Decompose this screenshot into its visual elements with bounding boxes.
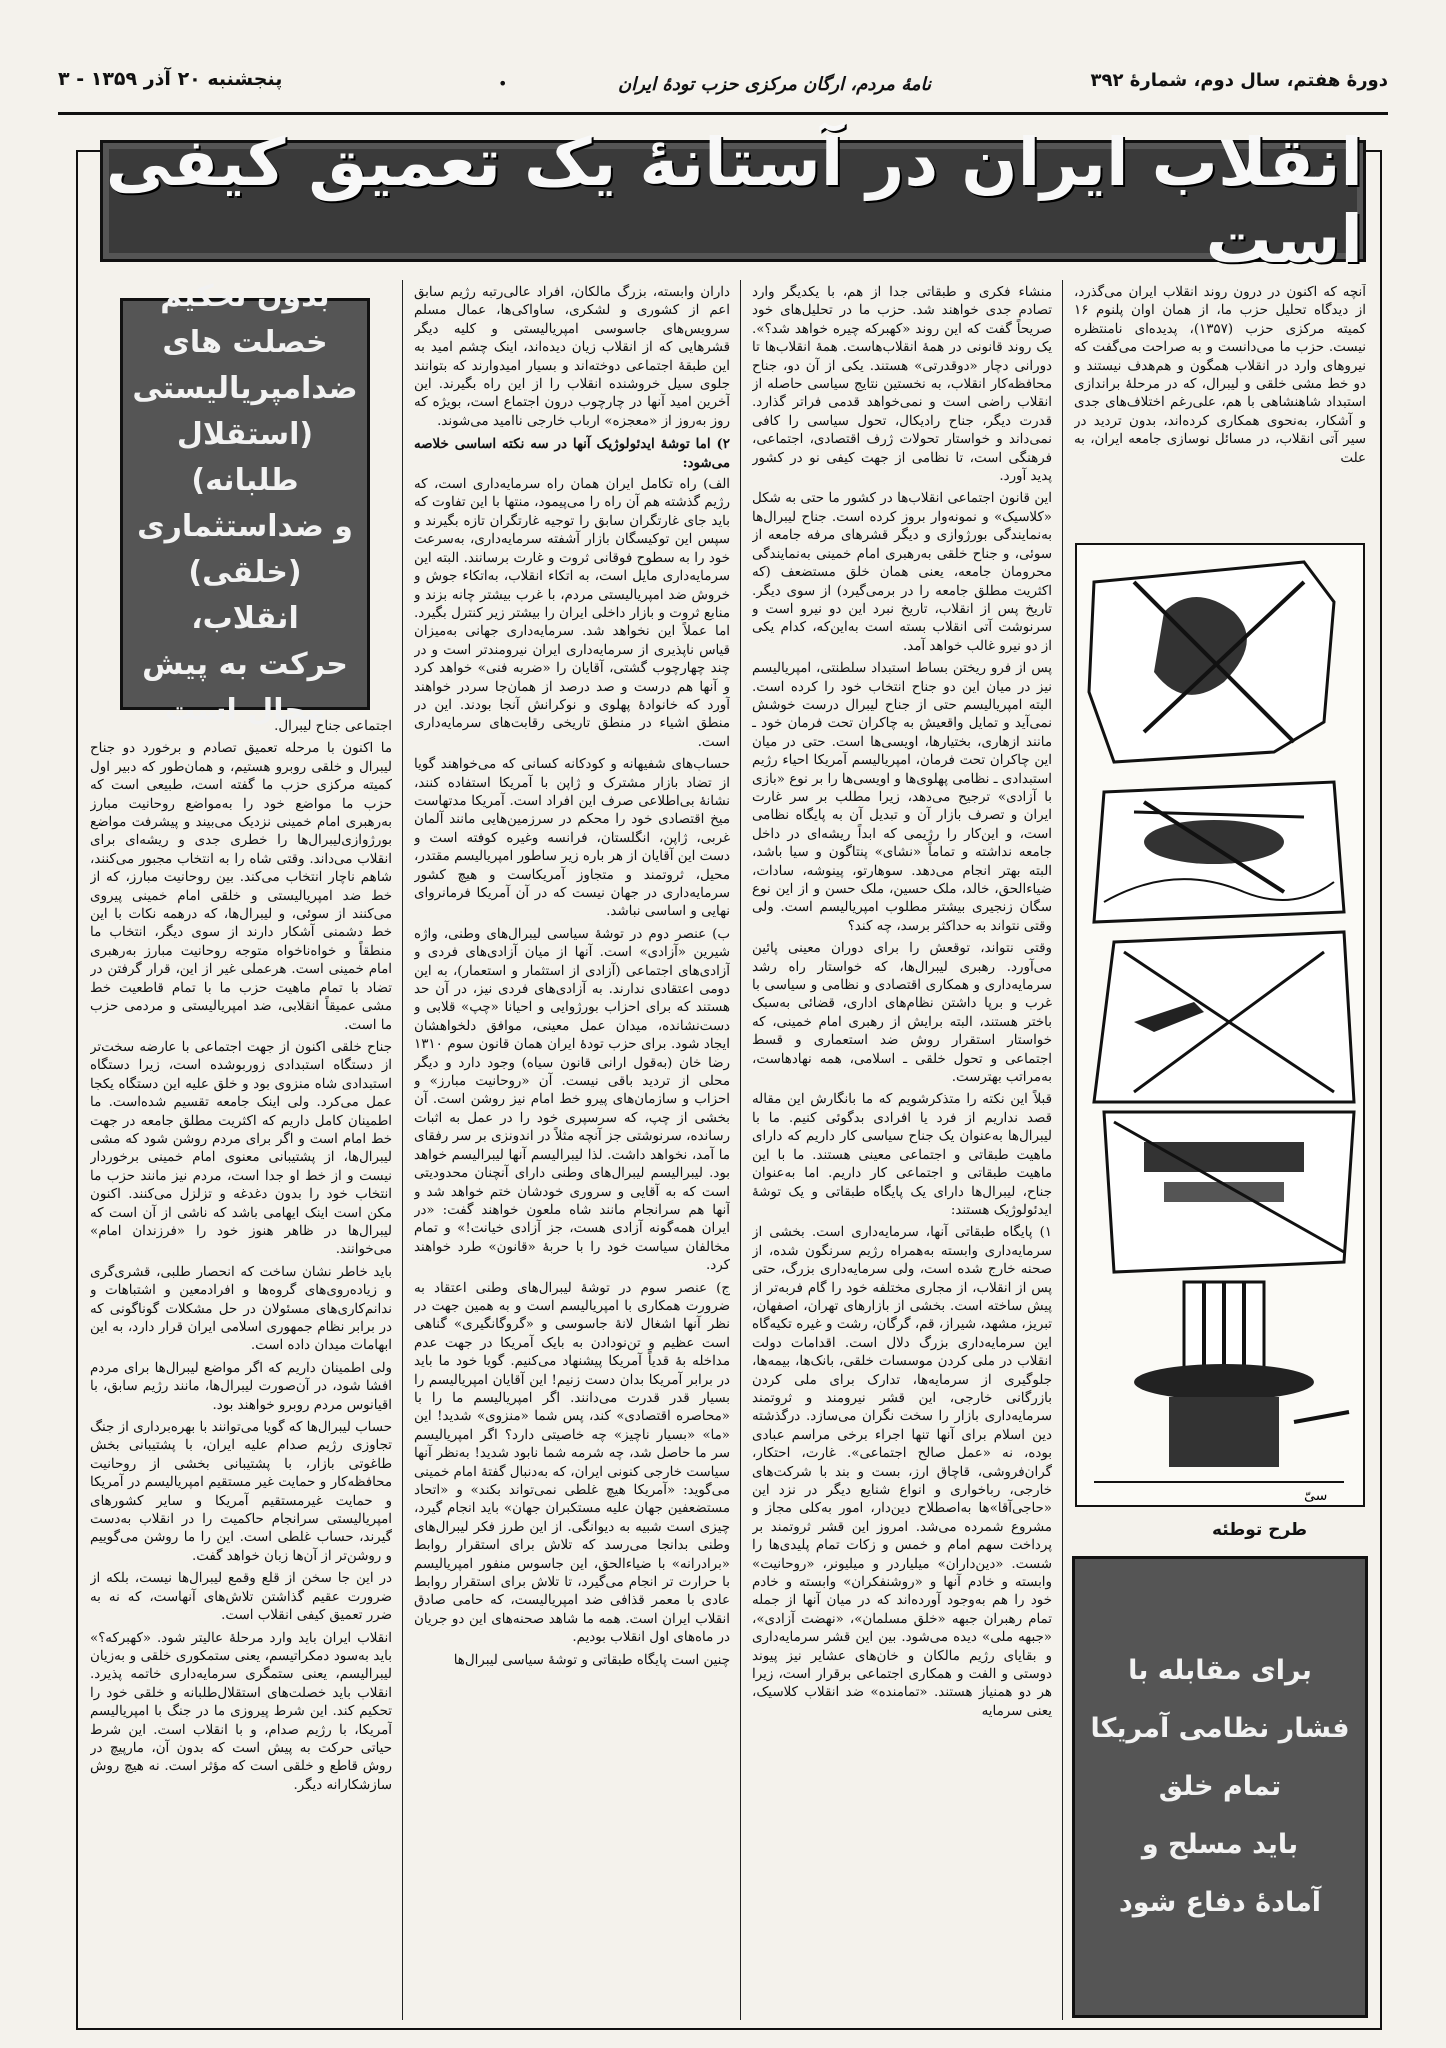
paragraph: آنچه که اکنون در درون روند انقلاب ایران می‌گذرد، از دیدگاه تحلیل حزب ما، از همان اوان پلنوم ۱۶ کمیته مرکزی حزب (۱۳۵۷)، پدیده‌ای نامنتظره نیست. حزب ما می‌دانست و به صراحت می‌گفت که نیروهای وارد در انقلاب همگون و هم‌هدف نیستند و دو خط مشی خلقی و لیبرال، که در مرحلهٔ براندازی استبداد شاهنشاهی با هم، علی‌رغم اختلاف‌های جدی و آشکار، به‌نحوی همکاری کرده‌اند، بدون تردید در سیر آتی انقلاب، در مسائل نوسازی جامعه ایران، به علت [1074,285,1366,466]
paragraph: چنین است پایگاه طبقاتی و توشهٔ سیاسی لیبرال‌ها [453,1652,730,1668]
highlight-box-bottom [1072,1556,1368,2018]
paragraph: حساب لیبرال‌ها که گویا می‌توانند با بهره‌برداری از جنگ تجاوزی رژیم صدام علیه ایران، با پشتیبانی بخش طاغوتی بازار، با پشتیبانی بخشی از روحانیت محافظه‌کار و حمایت غیر مستقیم امپریالیسم در آمریکا و حمایت غیرمستقیم آمریکا و سایر کشورهای امپریالیستی سرانجام حاکمیت را در انقلاب به‌دست گیرند، حساب غلطی است. این را ما روشن می‌گوییم و روشن‌تر از آن‌ها زبان خواهد گفت. [90,1420,392,1564]
cartoon-signature: سیّ [1304,1488,1328,1504]
paragraph: ۱) پایگاه طبقاتی آنها، سرمایه‌داری است. بخشی از سرمایه‌داری وابسته به‌همراه رژیم سرنگون شده، از صحنه خارج شده است، ولی سرمایه‌داری بزرگ، حتی پس از انقلاب، از مجاری مختلفه خود را گام فربه‌تر از پیش ساخته است. بخشی از بازارهای تهران، اصفهان، تبریز، مشهد، شیراز، قم، گرگان، رشت و غیره تکیه‌گاه این سرمایه‌داری بزرگ دلال است. اقدامات دولت انقلاب در ملی کردن موسسات خلقی، بانک‌ها، بیمه‌ها، جلوگیری از سرمایه‌ها، تدارک برای ملی کردن بازرگانی خارجی، این قشر نیرومند و ثروتمند سرمایه‌داری بازار را سخت نگران می‌سازد. درگذشته دین اسلام برای آنها تنها اجراء برخی مراسم عبادی بوده، نه «عمل صالح اجتماعی». غارت، احتکار، گران‌فروشی، قاچاق ارز، بست و بند با شرکت‌های خارجی، رباخواری و انواع شنایع دیگر در نزد این «حاجی‌آقا»ها به‌اصطلاح دین‌دار، امور به‌کلی مجاز و مشروع شمرده می‌شد. امروز این قشر ثروتمند بر پرداخت سهم امام و خمس و زکات تمام پلیدی‌ها را شست. «دین‌داران» میلیاردر و میلیونر، «روحانیت» وابسته و خادم آنها و «روشنفکران» وابسته و خادم خود را هم به‌وجود آورده‌اند که در میان آنها از جمله تمام رهبران جبهه «خلق مسلمان»، «نهضت آزادی»، «جبهه ملی» دیده می‌شود. بین این قشر سرمایه‌داری و بقایای رژیم مالکان و خان‌های عشایر نیز پیوند دوستی و الفت و همکاری اجتماعی برقرار است، زیرا هر دو همنیاز هستند. «تمامنده» ضد انقلاب کلاسیک، یعنی سرمایه [752,1225,1052,1719]
paragraph: منشاء فکری و طبقاتی جدا از هم، با یکدیگر وارد تصادم جدی خواهند شد. حزب ما در تحلیل‌های خود صریحاً گفت که این روند «کهبرکه چیره خواهد شد؟». یک روند قانونی در همهٔ انقلاب‌هاست. همهٔ انقلاب‌ها تا دورانی دچار «دوقدرتی» هستند. یکی از آن دو، جناح محافظه‌کار انقلاب، به نخستین نتایج سیاسی حاصله از انقلاب راضی است و نمی‌خواهد قدمی فراتر گذارد. قدرت دیگر، جناح رادیکال، تحول سیاسی را کافی نمی‌داند و خواستار تحولات ژرف اقتصادی، اجتماعی، فرهنگی است، تا نظامی از جهت کیفی نو در کشور پدید آورد. [752,285,1052,485]
paragraph: جناح خلقی اکنون از جهت اجتماعی با عارضه سخت‌تر از دستگاه استبدادی زوربوشده است، زیرا دستگاه استبدادی شاه منزوی بود و خلق علیه این دستگاه یکجا عمل می‌کرد. ولی اینک جامعه تقسیم شده‌است. ما اطمینان کامل داریم که اکثریت مطلق جامعه در جهت خط امام است و اگر برای مردم روشن شود که مشی لیبرال‌ها، از پشتیبانی معنوی امام خمینی برخوردار نیست و از خط او جدا است، مردم نیز مانند حزب ما انتخاب خود را بدون دغدغه و تزلزل می‌کنند. اکنون مکن است اینک ایهامی باشد که ناشی از آن است که لیبرال‌ها در ظاهر هنوز خود را «فرزندان امام» می‌خوانند. [90,1039,392,1258]
cartoon-caption: طرح توطئه [1212,1520,1308,1540]
political-cartoon [1074,542,1366,1508]
column-3 [414,284,730,2020]
headline-banner [100,124,1366,278]
column-1 [1074,284,1366,534]
paragraph: داران وابسته، بزرگ مالکان، افراد عالی‌رتبه رژیم سابق اعم از کشوری و لشکری، ساواکی‌ها، عمال مسلم سرویس‌های جاسوسی امپریالیستی و کلیه دیگر قشرهایی که از انقلاب زیان دیده‌اند، اینک چشم امید به این طبقهٔ اجتماعی دوخته‌اند و بسیار امیدوارند که بتوانند جلوی سیل خروشنده انقلاب را از این راه بگیرند. این آخرین امید آنها در چارچوب درون اجتماع است، بویژه که روز به‌روز از «معجزه» ارباب خارجی ناامید می‌شوند. [414,285,730,429]
highlight-box-top [120,279,370,728]
paragraph: ما اکنون با مرحله تعمیق تصادم و برخورد دو جناح لیبرال و خلقی روبرو هستیم، و همان‌طور که دبیر اول کمیته مرکزی حزب ما گفته است، طبیعی است که حزب ما مواضع خود را به‌مواضع روحانیت مبارز به‌رهبری امام خمینی نزدیک می‌بیند و پیشرفت مواضع بورژوازی‌لیبرال‌ها را خطری جدی و ریشه‌ای برای انقلاب می‌داند. وقتی شاه را به انتخاب مجبور می‌کنند، شاهم ناچار انتخاب می‌کند. بین روحانیت مبارز، که از خط ضد امپریالیستی و خلقی امام خمینی پیروی می‌کنند از سوئی، و لیبرال‌ها، که درهمه نکات با این خط دشمنی آشکار دارند از سوی دیگر، انتخاب ما منطقاً و خواه‌ناخواه متوجه روحانیت مبارز به‌رهبری امام خمینی است. هرعملی غیر از این، قرار گرفتن در تضاد با تمام ماهیت حزب ما با تمام قاطعیت خط مشی عمیقاً انقلابی، ضد امپریالیستی و مردمی حزب ما است. [90,741,392,1033]
paragraph: این قانون اجتماعی انقلاب‌ها در کشور ما حتی به شکل «کلاسیک» و نمونه‌وار بروز کرده است. جناح لیبرال‌ها به‌نمایندگی بورژوازی و دیگر قشرهای مرفه جامعه از سوئی، و جناح خلقی به‌رهبری امام خمینی به‌نمایندگی محرومان جامعه، یعنی همان خلق مستضعف (که اکثریت مطلق جامعه را در برمی‌گیرد) از سوی دیگر. تاریخ پس از انقلاب، تاریخ نبرد این دو نیرو است و سرنوشت آتی انقلاب بسته است به‌این‌که، کدام یکی از دو نیرو غالب خواهد آمد. [752,491,1052,654]
paper-name: نامهٔ مردم، ارگان مرکزی حزب تودهٔ ایران [618,74,931,95]
paragraph: ج) عنصر سوم در توشهٔ لیبرال‌های وطنی اعتقاد به ضرورت همکاری با امپریالیسم است و به همین جهت در نظر آنها اشغال لانهٔ جاسوسی و «گروگانگیری» گناهی است عظیم و تن‌نودادن به بایک آمریکا در جهت عدم مداخله بهٔ قدیاً آمریکا پیشنهاد می‌کنیم. گویا خود ما باید در برابر آمریکا بدان دست زنیم! این آقایان امپریالیسم را بسیار قدر قدرت می‌دانند. اگر امپریالیسم ما را با «محاصره اقتصادی» کند، پس شما «منزوی» شدید! این «ما» «بسیار ناچیز» چه خاصیتی دارد؟ اگر امپریالیسم سر ما حاصل شد، چه شرمه شما نابود شدید! به‌نظر آنها سیاست خارجی کنونی ایران، که به‌دنبال گفتهٔ امام خمینی می‌گوید: «آمریکا هیچ غلطی نمی‌تواند بکند» و «اتحاد مستضعفین جهان علیه مستکبران جهان» باید انجام گیرد، چیزی است شبیه به دیوانگی. از این طرز فکر لیبرال‌های وطنی بدانجا می‌رسد که تلاش برای استقرار روابط «برادرانه» با ضیاءالحق، این جاسوس منفور امپریالیسم با حرارت تر انجام می‌گیرد، تا تلاش برای استقرار روابط عادی با معمر قذافی ضد امپریالیست، که حامی صادق انقلاب ایران است. همه ما شاهد صحنه‌های این دو جریان در ماه‌های اول انقلاب بودیم. [414,1280,730,1646]
column-4 [90,718,392,2020]
masthead-separator: • [498,74,508,93]
paragraph: باید خاطر نشان ساخت که انحصار طلبی، قشری‌گری و زیاده‌روی‌های گروه‌ها و افرادمعین و اشتباهات و ندانم‌کاری‌های مسئولان در حل مشکلات گوناگونی که در برابر نظام جمهوری اسلامی ایران قرار دارد، به این ابهامات میدان داده است. [90,1264,392,1354]
paragraph: قبلاً این نکته را متذکرشویم که ما بانگارش این مقاله قصد نداریم از فرد یا افرادی بدگوئی کنیم. ما با لیبرال‌ها به‌عنوان یک جناح سیاسی کار داریم که دارای ماهیت طبقاتی و اجتماعی معینی هستند. ما با این ماهیت طبقاتی و اجتماعی کار داریم. اما به‌عنوان جناح، لیبرال‌ها دارای یک پایگاه طبقاتی و یک توشهٔ ایدئولوژیک هستند: [752,1092,1052,1218]
masthead [58,60,1388,115]
highlight-box-bottom-text: برای مقابله با فشار نظامی آمریکا تمام خلق باید مسلح و آمادهٔ دفاع شود [1090,1655,1350,1918]
paragraph: اجتماعی جناح لیبرال. [274,719,392,734]
highlight-box-top-text: بدون تحکیم خصلت های ضدامپریالیستی (استقلال طلبانه) و ضداستثماری (خلقی) انقلاب، حرکت به پیش محال است [132,279,358,728]
paragraph: حساب‌های شفیهانه و کودکانه کسانی که می‌خواهند گویا از تضاد بازار مشترک و ژاپن با آمریکا استفاده کنند، نشانهٔ بی‌اطلاعی صرف این افراد است. آمریکا مدتهاست میخ اقتصادی خود را محکم در سرزمین‌هایی مانند آلمان غربی، ژاپن، انگلستان، فرانسه وغیره کوفته است و دست این آقایان از هر باره زیر ساطور امپریالیسم مقتدر، محیل، ثروتمند و متجاوز آمریکاست و هیچ کشور سرمایه‌داری در جهان نیست که در آن آمریکا فرمانروای نهایی و اساسی نباشد. [414,757,730,920]
column-divider [402,280,403,2020]
paragraph: ۲) اما توشهٔ ایدئولوژیک آنها در سه نکته اساسی خلاصه می‌شود: [414,436,730,471]
paragraph: در این جا سخن از قلع وقمع لیبرال‌ها نیست، بلکه از ضرورت عقیم گذاشتن تلاش‌های آنهاست، که نه به ضرر تعمیق کیفی انقلاب است. [90,1571,392,1624]
paragraph: ب) عنصر دوم در توشهٔ سیاسی لیبرال‌های وطنی، واژه شیرین «آزادی» است. آنها از میان آزادی‌های فردی و آزادی‌های اجتماعی (آزادی از استثمار و استعمار)، به این دومی اعتقادی ندارند. به آزادی‌های فردی نیز، در آن حد هستند که برای احزاب بورژوایی و احیانا «چپ» قلابی و دست‌نشانده، میدان عمل معینی، موافق دلخواهشان ایجاد شود. برای حزب تودهٔ ایران همان قانون سوم ۱۳۱۰ رضا خان (به‌قول ارانی قانون سیاه) وجود دارد و دیگر محلی از تردید باقی نیست. آن «روحانیت مبارز» و احزاب و سازمان‌های پیرو خط امام نیز روشن است. آن بخشی از چپ، که سرسپری خود را در عمل به اثبات رسانده، سرنوشتی جز آنچه مثلاً در اندونزی بر سر رفقای ما آمد، نخواهد داشت. لذا لیبرالیسم آنها لیبرالیسم خواهد بود. لیبرالیسم لیبرال‌های وطنی دارای آنچنان محدودیتی است که به آقایی و سروری خودشان ختم خواهد شد و آنها هم سرانجام مانند شاه ملعون خواهند گفت: «در ایران همه‌گونه آزادی هست، جز آزادی خیانت!» و تمام مخالفان سیاست خود را با حربهٔ «قانون» طرد خواهند کرد. [414,926,730,1274]
paragraph: انقلاب ایران باید وارد مرحلهٔ عالیتر شود. «کهبرکه؟» باید به‌سود دمکراتیسم، یعنی ستمکوری خلقی و به‌زیان لیبرالیسم، یعنی ستمگری سرمایه‌داری خاتمه پذیرد. انقلاب باید خصلت‌های استقلال‌طلبانه و خلقی خود را تحکیم کند. این شرط پیروزی ما در جنگ با امپریالیسم آمریکا، با رژیم صدام، و با انقلاب است. این شرط حیاتی حرکت به پیش است که بدون آن، مارپیچ در روش قاطع و خلقی است که مؤثر است. نه هیچ روش سازشکارانه دیگر. [90,1630,392,1793]
paragraph: وقتی نتواند، توقعش را برای دوران معینی پائین می‌آورد. رهبری لیبرال‌ها، که خواستار راه رشد سرمایه‌داری و همکاری اقتصادی و نظامی و سیاسی با غرب و برپا داشتن نظام‌های اداری، قضائی به‌سبک باختر هستند، البته برایش از رهبری امام خمینی، که خواستار استقرار روش ضد استعماری و قسط اجتماعی و تحول خلقی ـ اسلامی، همه نهادهاست، به‌مراتب بهترست. [752,941,1052,1086]
issue-info: دورهٔ هفتم، سال دوم، شمارهٔ ۳۹۲ [1090,70,1388,91]
headline: انقلاب ایران در آستانهٔ یک تعمیق کیفی است [105,124,1363,278]
column-divider [1062,280,1063,2020]
paragraph: الف) راه تکامل ایران همان راه سرمایه‌داری است، که رژیم گذشته هم آن راه را می‌پیمود، منتها با این تفاوت که باید جای غارتگران سابق را توجیه غارتگران تازه بگیرند و سپس این توکیسگان بازار آشفته سرمایه‌داری، به‌سرعت خود را به سطوح فوقانی ثروت و غارت برسانند. البته این سرمایه‌داری مایل است، به اتکاء انقلاب، به‌اتکاء جوش و خروش ضد امپریالیستی مردم، با غرب بیشتر چانه بزند و منابع ثروت و بازار داخلی ایران را بیشتر زیر کنترل بگیرد. اما عملاً این نخواهد شد. سرمایه‌داری جهانی به‌میزان قیاس ناپذیری از سرمایه‌داری ایران نیرومندتر است و در چند چهارچوب گشتی، آقایان را «ضربه فنی» خواهد کرد و آنها هم درست و صد درصد از همان‌جا سردر خواهند آورد که خانوادهٔ پهلوی و نوکرانش آنجا بودند. این در منطق اشیاء در منطق تاریخی رقابت‌های سرمایه‌داری است. [414,477,730,750]
column-2 [752,284,1052,2020]
paragraph: پس از فرو ریختن بساط استبداد سلطنتی، امپریالیسم نیز در میان این دو جناح انتخاب خود را کرده است. البته امپریالیسم حتی از جناح لیبرال درست خوشش نمی‌آید و تمایل واقعیش به چاکران تحت فرمان خود ـ مانند ازهاری، بختیارها، اویسی‌ها است. حتی در میان این چاکران تحت فرمان، امپریالیسم آمریکا احیاء رژیم استبدادی ـ نظامی پهلوی‌ها و اویسی‌ها را بر نوع «بازی با آزادی» ترجیح می‌دهد، زیرا مطلب بر سر غارت ایران و تصرف بازار آن و تبدیل آن به پایگاه نظامی است، و این‌کار را رژیمی که ابداً ریشه‌ای در داخل جامعه نداشته و تماماً «نشای» پنتاگون و سیا باشد، البته بهتر انجام می‌دهد. سوهارتو، پینوشه، سادات، ضیاءالحق، خالد، ملک حسین، ملک حسن و از این نوع سگان زنجیری بیشتر مطلوب امپریالیسم است. ولی وقتی نتواند به حداکثر برسد، چه کند؟ [752,661,1052,934]
date-page-number: پنجشنبه ۲۰ آذر ۱۳۵۹ - ۳ [58,68,283,90]
paragraph: ولی اطمینان داریم که اگر مواضع لیبرال‌ها برای مردم افشا شود، در آن‌صورت لیبرال‌ها، مانند رژیم سابق، با اقیانوس مردم روبرو خواهند بود. [90,1360,392,1413]
column-divider [740,280,741,2020]
